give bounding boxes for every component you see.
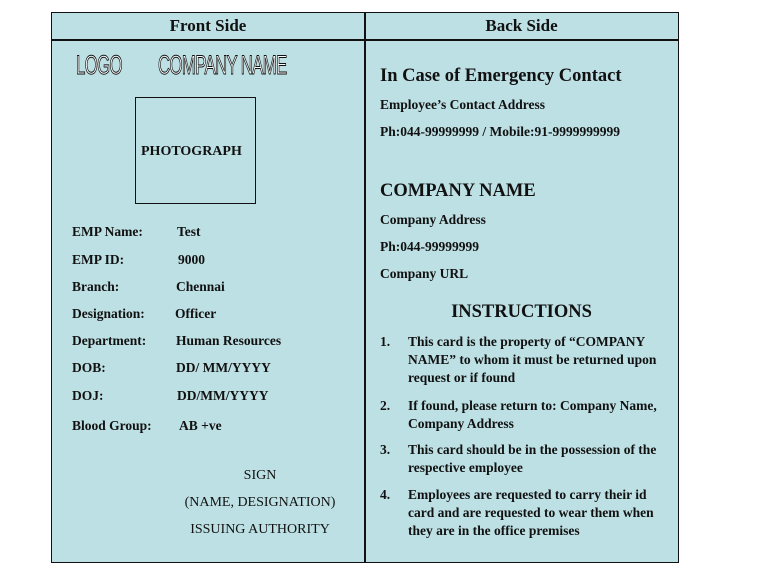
employee-contact-address: Employee’s Contact Address bbox=[380, 97, 545, 112]
instruction-text: This card is the property of “COMPANY NAME” to whom it must be returned upon request or if found bbox=[408, 334, 657, 385]
instructions-title: INSTRUCTIONS bbox=[451, 302, 592, 322]
issuing-authority-label: ISSUING AUTHORITY bbox=[190, 522, 330, 537]
field-label-blood-group: Blood Group: bbox=[72, 418, 152, 433]
field-label-branch: Branch: bbox=[72, 279, 120, 294]
header-divider bbox=[52, 39, 678, 41]
front-side-header: Front Side bbox=[169, 16, 247, 35]
company-phone: Ph:044-99999999 bbox=[380, 239, 479, 254]
back-company-name: COMPANY NAME bbox=[380, 181, 536, 201]
instruction-text: Employees are requested to carry their id card and are requested to wear them when they are in the office premises bbox=[408, 487, 654, 538]
field-label-designation: Designation: bbox=[72, 306, 145, 321]
instruction-number: 2. bbox=[380, 398, 391, 413]
employee-phone: Ph:044-99999999 / Mobile:91-9999999999 bbox=[380, 124, 620, 139]
instruction-text: If found, please return to: Company Name, Company Address bbox=[408, 398, 657, 431]
field-label-department: Department: bbox=[72, 333, 147, 348]
field-value-doj: DD/MM/YYYY bbox=[177, 388, 269, 403]
field-label-dob: DOB: bbox=[72, 360, 106, 375]
back-side-header: Back Side bbox=[485, 16, 558, 35]
sign-label: SIGN bbox=[243, 468, 277, 483]
name-designation-label: (NAME, DESIGNATION) bbox=[184, 495, 336, 510]
company-url: Company URL bbox=[380, 266, 469, 281]
field-value-blood-group: AB +ve bbox=[179, 418, 222, 433]
field-value-dob: DD/ MM/YYYY bbox=[176, 360, 271, 375]
instruction-number: 3. bbox=[380, 442, 391, 457]
field-value-emp-name: Test bbox=[177, 224, 201, 239]
id-card-template-table bbox=[51, 12, 679, 563]
logo-placeholder: LOGO bbox=[76, 50, 122, 80]
front-company-name: COMPANY NAME bbox=[158, 50, 287, 80]
instruction-number: 1. bbox=[380, 334, 391, 349]
field-value-emp-id: 9000 bbox=[178, 252, 205, 267]
emergency-contact-title: In Case of Emergency Contact bbox=[380, 66, 622, 86]
field-label-emp-id: EMP ID: bbox=[72, 252, 125, 267]
photograph-label: PHOTOGRAPH bbox=[141, 144, 242, 159]
instruction-text: This card should be in the possession of the respective employee bbox=[408, 442, 657, 475]
field-label-doj: DOJ: bbox=[72, 388, 104, 403]
field-value-branch: Chennai bbox=[176, 279, 225, 294]
company-address: Company Address bbox=[380, 212, 486, 227]
field-value-designation: Officer bbox=[175, 306, 217, 321]
column-divider bbox=[364, 13, 366, 562]
field-value-department: Human Resources bbox=[176, 333, 282, 348]
instruction-number: 4. bbox=[380, 487, 391, 502]
field-label-emp-name: EMP Name: bbox=[72, 224, 143, 239]
